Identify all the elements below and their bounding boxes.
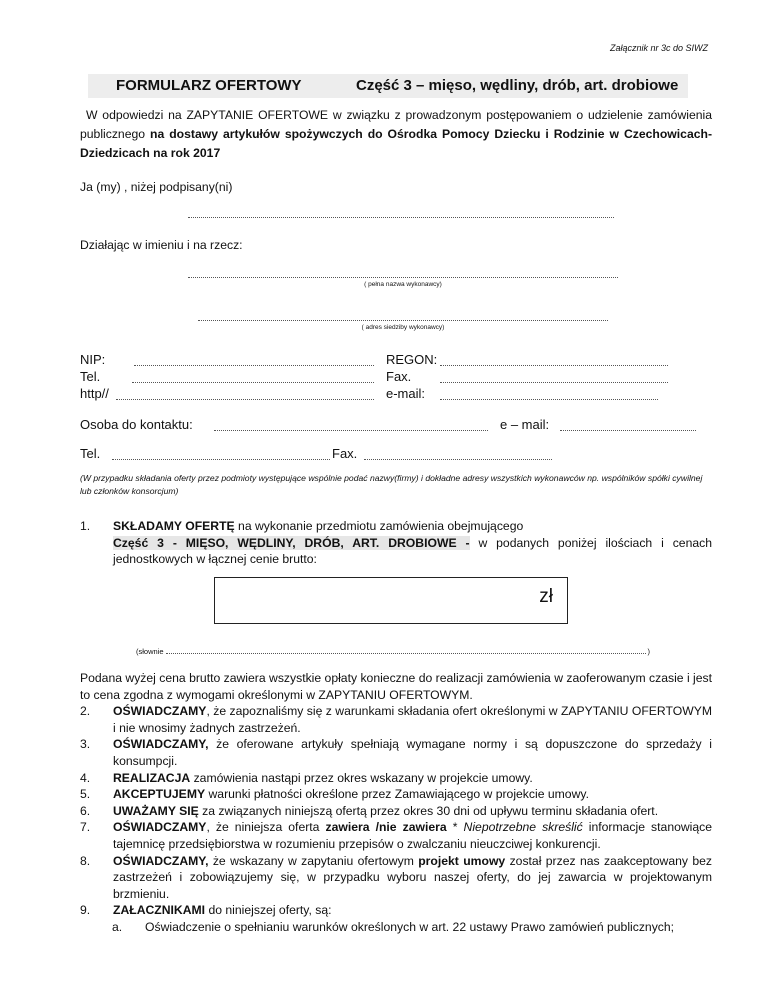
price-in-words-label: (słownie — [136, 647, 164, 656]
subitem-letter: a. — [112, 919, 123, 934]
list-item-text: został przez nas zaakceptowany bez zastrzeżeń i zobowiązujemy się, w przypadku wyboru naszej oferty, do jej zawarcia w projektowanym brzmieniu. — [113, 853, 712, 901]
list-item-text: że oferowane artykuły spełniają wymagane normy i są dopuszczone do sprzedaży i konsumpcji. — [113, 737, 712, 768]
price-in-words-close: ) — [647, 647, 651, 656]
intro-paragraph — [80, 106, 712, 163]
contractor-name-field[interactable] — [188, 277, 618, 278]
list-item-bold: AKCEPTUJEMY — [113, 787, 206, 802]
contact-tel-field[interactable] — [112, 459, 330, 460]
contact-person-field[interactable] — [214, 430, 488, 431]
list-item-attachments — [80, 902, 712, 919]
list-item-text: za związanych niniejszą ofertą przez okres 30 dni od upływu terminu składania ofert. — [198, 803, 659, 818]
total-price-field[interactable] — [214, 577, 568, 624]
fax-label: Fax. — [386, 369, 412, 384]
contractor-name-caption: ( pełna nazwa wykonawcy) — [364, 281, 442, 288]
regon-field[interactable] — [440, 365, 668, 366]
tel-label: Tel. — [80, 369, 101, 384]
list-item-bold: OŚWIADCZAMY, — [113, 737, 209, 752]
regon-label: REGON: — [386, 352, 438, 367]
price-in-words-field[interactable] — [166, 653, 646, 654]
list-item-confidentiality — [80, 819, 712, 852]
contact-fax-label: Fax. — [332, 446, 358, 461]
contact-email-label: e – mail: — [500, 417, 550, 432]
list-item-number: 7. — [80, 820, 91, 835]
list-item-bold: OŚWIADCZAMY — [113, 820, 207, 835]
list-item-bold: REALIZACJA — [113, 770, 191, 785]
list-item — [80, 703, 712, 736]
price-note: Podana wyżej cena brutto zawiera wszystkie opłaty konieczne do realizacji zamówienia w zaoferowanym czasie i jest to cena zgodna z wymogami określonymi w ZAPYTANIU OFERTOWYM. — [80, 671, 713, 702]
list-item-bold: OŚWIADCZAMY — [113, 704, 207, 719]
http-field[interactable] — [116, 399, 374, 400]
attachment-label: Załącznik nr 3c do SIWZ — [609, 43, 708, 53]
contractor-address-field[interactable] — [198, 320, 608, 321]
list-item-number: 6. — [80, 803, 91, 818]
offer-part-text: w podanych poniżej ilościach i cenach jednostkowych w łącznej cenie brutto: — [113, 535, 713, 567]
list-item-number: 3. — [80, 737, 91, 752]
fax-field[interactable] — [440, 382, 668, 383]
intro-text: W odpowiedzi na ZAPYTANIE OFERTOWE w związku z prowadzonym postępowaniem o udzielenie zamówienia publicznego — [80, 108, 712, 141]
form-title: FORMULARZ OFERTOWY — [116, 77, 302, 94]
signatory-label: Ja (my) , niżej podpisany(ni) — [80, 180, 233, 194]
offer-item-number: 1. — [80, 519, 91, 533]
list-item-text: , że niniejsza oferta — [206, 820, 326, 835]
list-item-number: 8. — [80, 853, 91, 868]
offer-section — [80, 518, 712, 568]
list-item-number: 4. — [80, 770, 91, 785]
list-item-bold: UWAŻAMY SIĘ — [113, 803, 199, 818]
list-item-text: warunki płatności określone przez Zamawiającego w projekcie umowy. — [205, 787, 589, 802]
acting-label: Działając w imieniu i na rzecz: — [80, 238, 243, 252]
list-item-number: 9. — [80, 903, 91, 918]
offer-text: na wykonanie przedmiotu zamówienia obejmującego — [234, 519, 524, 533]
part-title: Część 3 – mięso, wędliny, drób, art. drobiowe — [356, 77, 679, 94]
declarations-list — [80, 670, 712, 936]
list-item — [80, 786, 712, 803]
currency-label: zł — [539, 586, 553, 607]
list-item-text: zamówienia nastąpi przez okres wskazany w projekcie umowy. — [190, 770, 533, 785]
list-item-text: do niniejszej oferty, są: — [205, 903, 332, 918]
contact-tel-label: Tel. — [80, 446, 101, 461]
list-item-contract — [80, 853, 712, 903]
http-label: http// — [80, 386, 109, 401]
list-item-text: * — [446, 820, 464, 835]
title-bar — [88, 74, 688, 98]
strike-note: Niepotrzebne skreślić — [463, 820, 583, 835]
offer-bold: SKŁADAMY OFERTĘ — [113, 519, 235, 533]
contractor-address-caption: ( adres siedziby wykonawcy) — [361, 324, 445, 331]
joint-offer-note: (W przypadku składania oferty przez podmioty występujące wspólnie podać nazwy(firmy) i dokładne adresy wszystkich wykonawców np. wspólników spółki cywilnej lub członków konsorcjum) — [80, 473, 703, 496]
list-item-number: 5. — [80, 787, 91, 802]
intro-bold-text: na dostawy artykułów spożywczych do Ośrodka Pomocy Dziecku i Rodzinie w Czechowicach-Dziedzicach na rok 2017 — [80, 127, 713, 160]
list-item-text: informacje stanowiące tajemnicę przedsiębiorstwa w rozumieniu przepisów o zwalczaniu nieuczciwej konkurencji. — [113, 820, 713, 851]
contact-person-label: Osoba do kontaktu: — [80, 417, 193, 432]
nip-field[interactable] — [134, 365, 374, 366]
email-field[interactable] — [440, 399, 658, 400]
list-item-text: , że zapoznaliśmy się z warunkami składania ofert określonymi w ZAPYTANIU OFERTOWYM i nie wnosimy żadnych zastrzeżeń. — [113, 704, 712, 735]
tel-field[interactable] — [132, 382, 374, 383]
email-label: e-mail: — [386, 386, 426, 401]
list-item-bold: OŚWIADCZAMY, — [113, 853, 209, 868]
list-item — [80, 770, 712, 787]
offer-item — [80, 518, 712, 568]
contact-fax-field[interactable] — [364, 459, 552, 460]
price-in-words-row — [136, 647, 692, 656]
list-item — [80, 736, 712, 769]
nip-label: NIP: — [80, 352, 106, 367]
list-item — [80, 803, 712, 820]
contract-draft-label: projekt umowy — [418, 853, 506, 868]
signatory-name-field[interactable] — [188, 217, 614, 218]
list-item-bold: ZAŁACZNIKAMI — [113, 903, 206, 918]
contains-option: zawiera /nie zawiera — [325, 820, 447, 835]
attachment-subitem — [96, 919, 712, 936]
contact-email-field[interactable] — [560, 430, 696, 431]
list-item-number: 2. — [80, 704, 91, 719]
offer-part-bold: Część 3 - MIĘSO, WĘDLINY, DRÓB, ART. DROBIOWE - — [113, 535, 470, 550]
list-item-text: że wskazany w zapytaniu ofertowym — [208, 853, 419, 868]
subitem-text: Oświadczenie o spełnianiu warunków określonych w art. 22 ustawy Prawo zamówień publicznych; — [145, 919, 675, 934]
